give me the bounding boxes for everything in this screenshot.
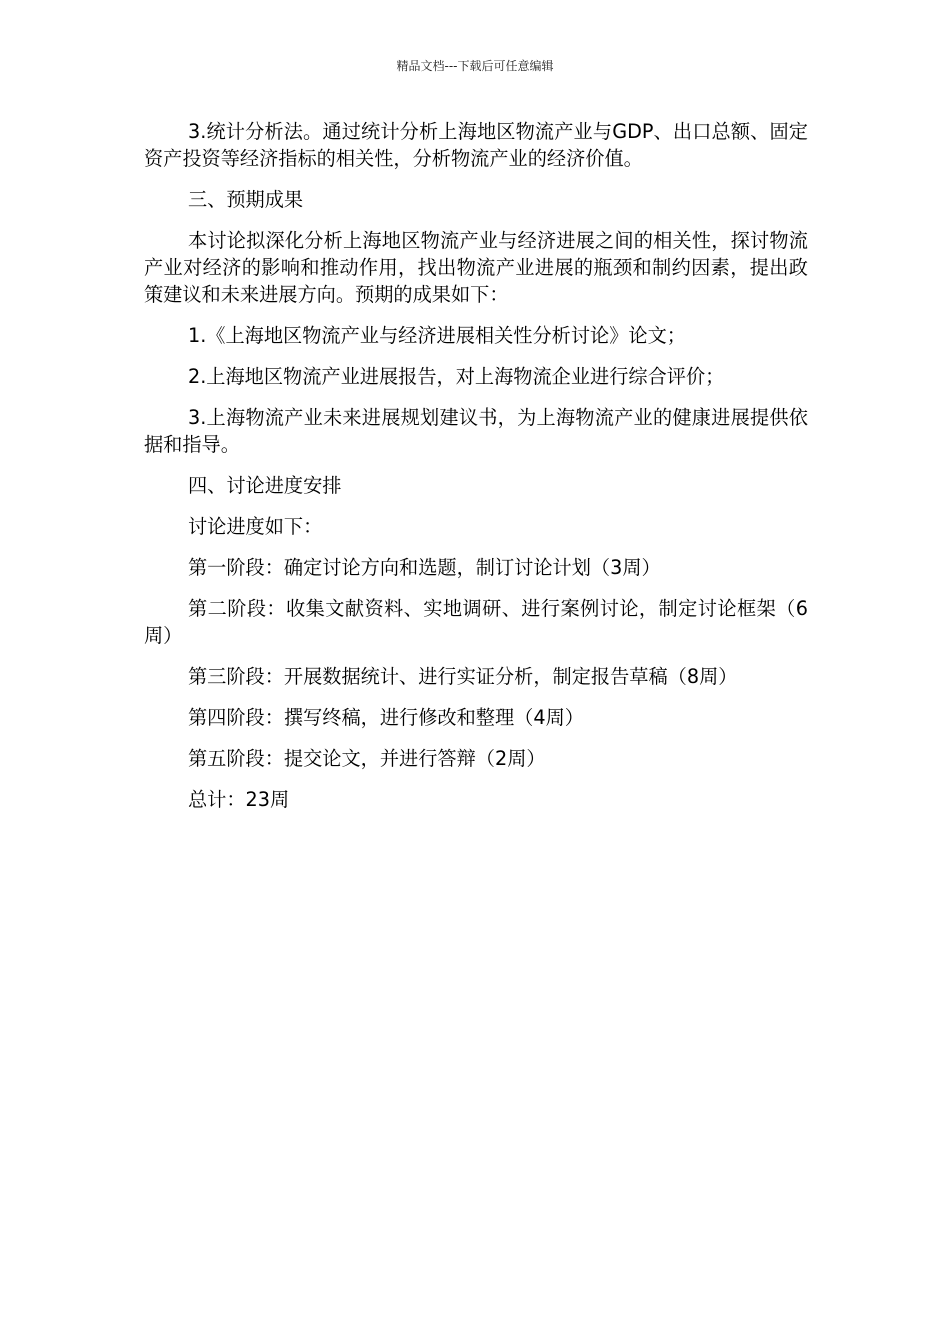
schedule-phase-4: 第四阶段：撰写终稿，进行修改和整理（4周）	[188, 706, 584, 729]
page-header: 精品文档---下载后可任意编辑	[396, 59, 554, 73]
document-body	[144, 118, 808, 827]
method-3-paragraph: 3.统计分析法。通过统计分析上海地区物流产业与GDP、出口总额、固定资产投资等经济指标的相关性，分析物流产业的经济价值。	[144, 120, 808, 170]
result-item-1: 1.《上海地区物流产业与经济进展相关性分析讨论》论文；	[188, 324, 686, 347]
section-expected-results-heading: 三、预期成果	[188, 188, 304, 211]
schedule-phase-3: 第三阶段：开展数据统计、进行实证分析，制定报告草稿（8周）	[188, 665, 738, 688]
schedule-intro: 讨论进度如下：	[188, 515, 323, 538]
schedule-total: 总计：23周	[188, 788, 290, 811]
schedule-phase-5: 第五阶段：提交论文，并进行答辩（2周）	[188, 747, 546, 770]
schedule-phase-2: 第二阶段：收集文献资料、实地调研、进行案例讨论，制定讨论框架（6周）	[144, 597, 808, 647]
result-item-2: 2.上海地区物流产业进展报告，对上海物流企业进行综合评价；	[188, 365, 725, 388]
section-schedule-heading: 四、讨论进度安排	[188, 474, 342, 497]
schedule-phase-1: 第一阶段：确定讨论方向和选题，制订讨论计划（3周）	[188, 556, 661, 579]
expected-results-paragraph: 本讨论拟深化分析上海地区物流产业与经济进展之间的相关性，探讨物流产业对经济的影响和推动作用，找出物流产业进展的瓶颈和制约因素，提出政策建议和未来进展方向。预期的成果如下：	[144, 229, 808, 306]
result-item-3: 3.上海物流产业未来进展规划建议书，为上海物流产业的健康进展提供依据和指导。	[144, 406, 808, 456]
